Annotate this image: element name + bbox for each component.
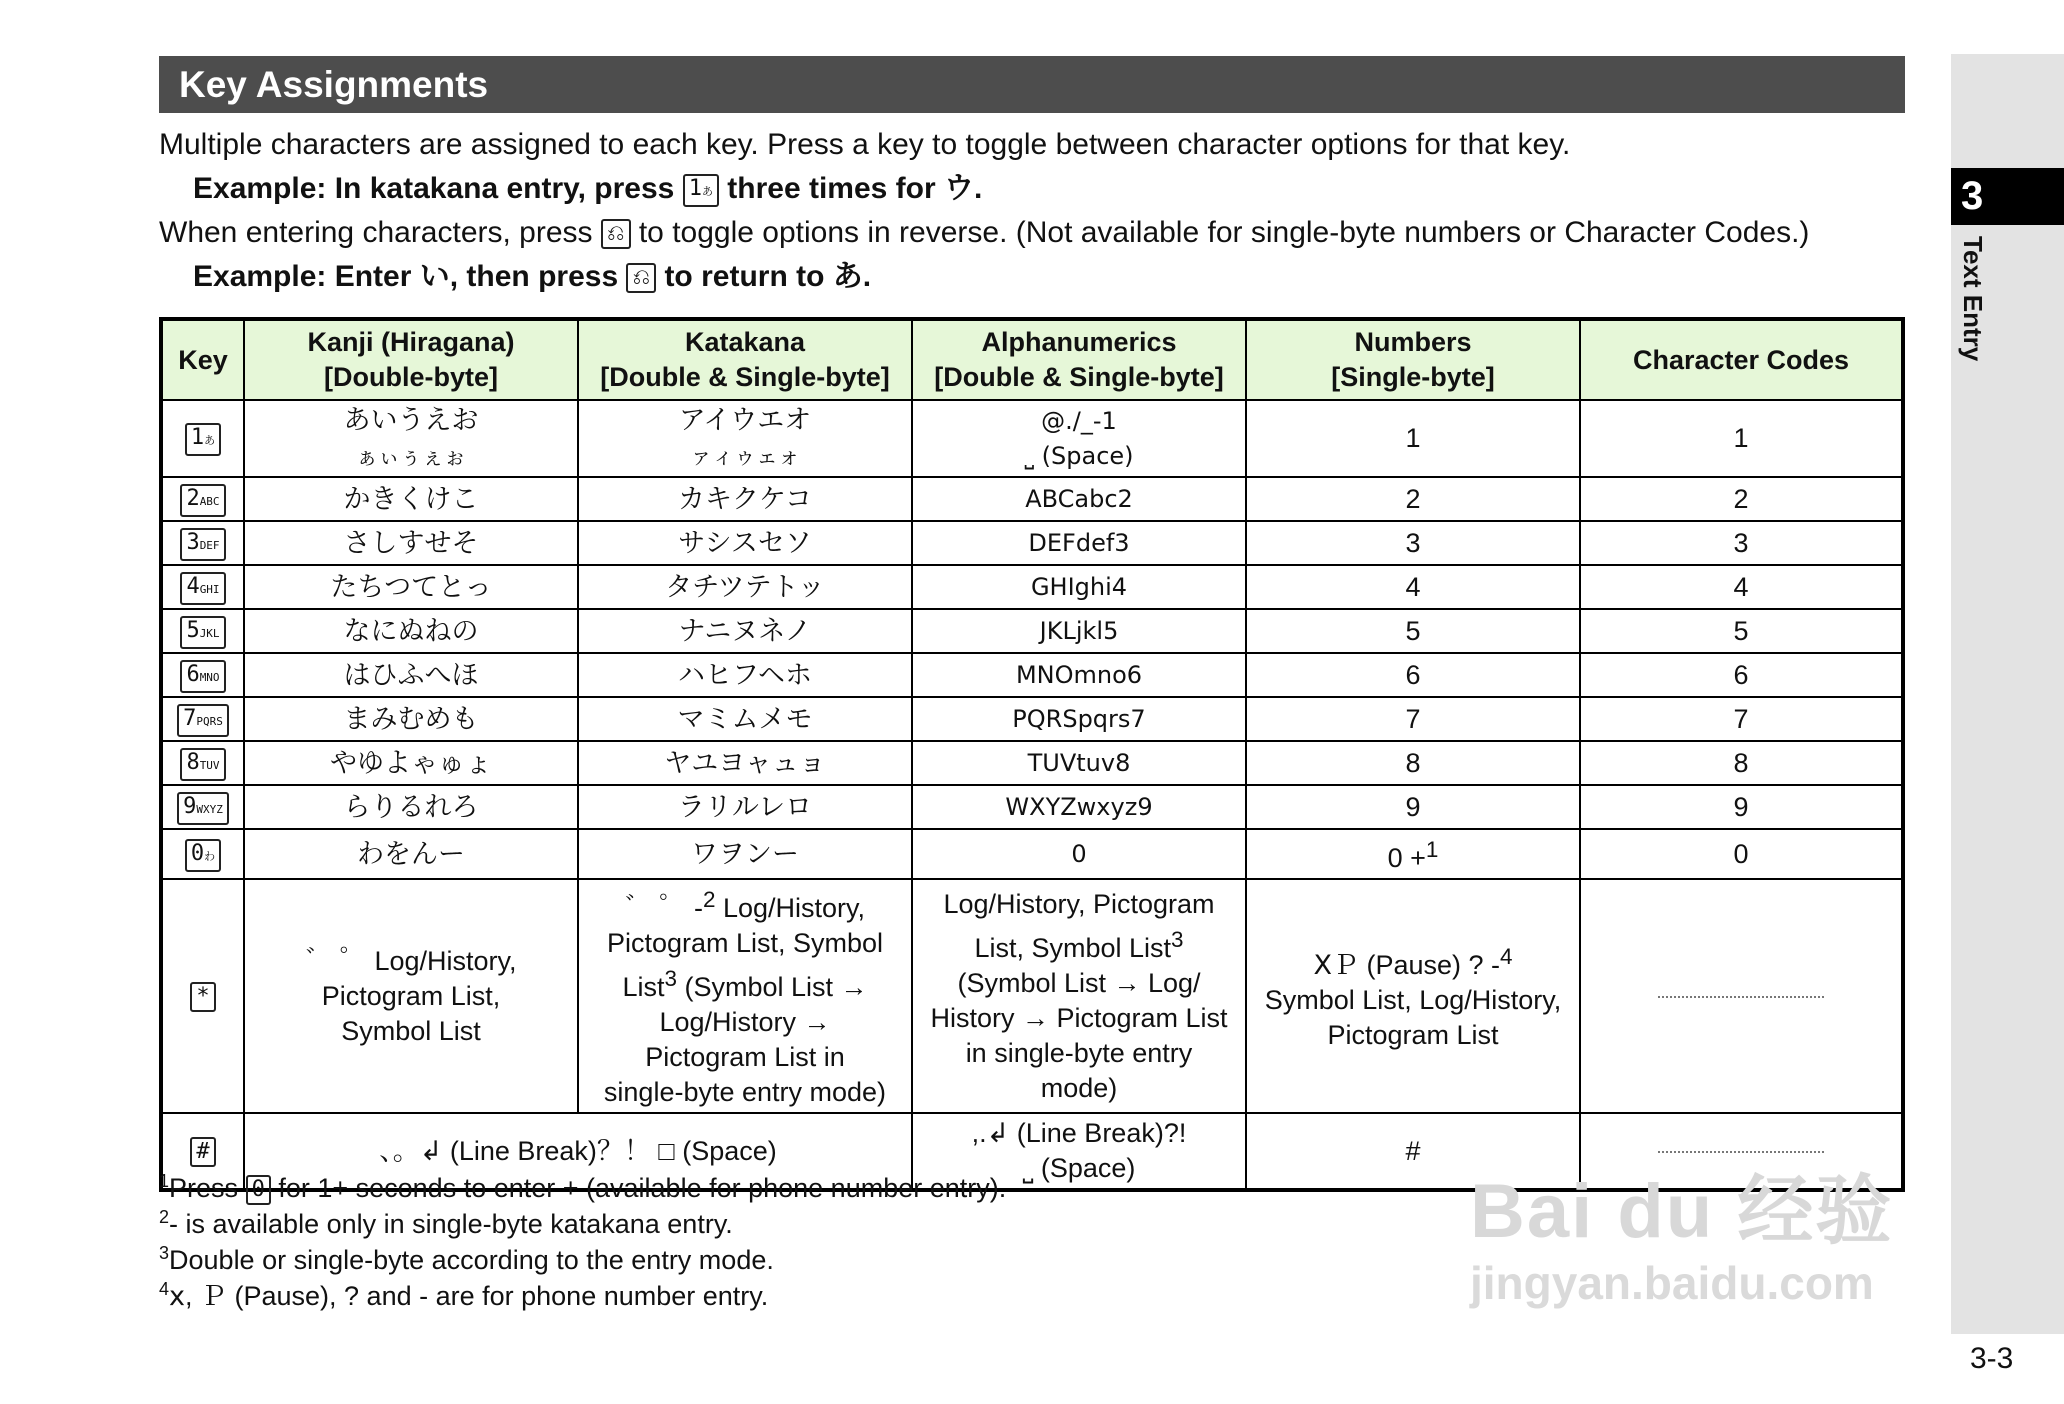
watermark-logo: Bai du 经验 — [1470, 1169, 1894, 1254]
footnote-3: $^3$Double or single-byte according to the entry mode. — [159, 1243, 774, 1275]
section-title: Key Assignments — [159, 56, 1905, 113]
clear-key-icon-2: ⎌ — [626, 263, 656, 293]
watermark-url: jingyan.baidu.com — [1470, 1257, 1874, 1309]
header-key: Key — [161, 319, 244, 400]
table-header-row — [161, 319, 1903, 400]
key-3-icon: 3DEF — [180, 528, 225, 561]
header-character-codes: Character Codes — [1580, 319, 1903, 400]
table-row-hash: # 、。↲ (Line Break)？！ □ (Space) ,.↲ (Line Break)?! ⎵ (Space) # — [161, 1113, 1903, 1190]
intro-line-2: When entering characters, press ⎌ to toggle options in reverse. (Not available for single-byte numbers or Character Codes.) — [159, 216, 1810, 249]
table-row: 1あ あいうえお ぁぃぅぇぉ アイウエオ ァィゥェォ @./_-1 ⎵ (Space) 1 1 — [161, 400, 1903, 477]
table-row: 5JKL なにぬねの ナニヌネノ JKLjkl5 5 5 — [161, 609, 1903, 653]
table-row: 4GHI たちつてとっ タチツテトッ GHIghi4 4 4 — [161, 565, 1903, 609]
key-8-icon: 8TUV — [180, 748, 225, 781]
example-1: Example: In katakana entry, press 1あ three times for ウ. — [193, 172, 983, 205]
key-7-icon: 7PQRS — [177, 704, 229, 737]
header-alphanumerics: Alphanumerics [Double & Single-byte] — [912, 319, 1246, 400]
key-5-icon: 5JKL — [180, 616, 225, 649]
chapter-number: 3 — [1951, 168, 2064, 225]
footnote-2: $^2$- is available only in single-byte katakana entry. — [159, 1207, 733, 1239]
footnote-4: $^4$ⅹ, Ｐ (Pause), ? and - are for phone number entry. — [159, 1279, 769, 1311]
key-assignment-table — [159, 317, 1905, 1192]
chapter-title: Text Entry — [1958, 236, 1988, 362]
not-applicable-line — [1658, 996, 1824, 998]
table-row: 3DEF さしすせそ サシスセソ DEFdef3 3 3 — [161, 521, 1903, 565]
key-0-icon: 0 — [246, 1175, 271, 1205]
example-2: Example: Enter い, then press ⎌ to return to あ. — [193, 260, 872, 293]
key-6-icon: 6MNO — [180, 660, 225, 693]
page-number: 3-3 — [1970, 1342, 2014, 1375]
key-0-icon: 0わ — [185, 839, 221, 872]
table-row: 9WXYZ らりるれろ ラリルレロ WXYZwxyz9 9 9 — [161, 785, 1903, 829]
intro-line-1: Multiple characters are assigned to each key. Press a key to toggle between character options for that key. — [159, 128, 1571, 161]
key-4-icon: 4GHI — [180, 572, 225, 605]
header-katakana: Katakana [Double & Single-byte] — [578, 319, 912, 400]
footnote-1: $^1$Press 0 for 1+ seconds to enter + (available for phone number entry). — [159, 1171, 1007, 1203]
key-9-icon: 9WXYZ — [177, 792, 229, 825]
key-star-icon: * — [190, 982, 215, 1012]
clear-key-icon: ⎌ — [601, 219, 631, 249]
table-row: 8TUV やゆよゃゅょ ヤユヨャュョ TUVtuv8 8 8 — [161, 741, 1903, 785]
table-row: 2ABC かきくけこ カキクケコ ABCabc2 2 2 — [161, 477, 1903, 521]
header-numbers: Numbers [Single-byte] — [1246, 319, 1580, 400]
key-hash-icon: # — [190, 1137, 215, 1167]
header-kanji: Kanji (Hiragana) [Double-byte] — [244, 319, 578, 400]
table-row: 0わ わをんー ワヲンー 0 0 +$^1$ 0 — [161, 829, 1903, 879]
key-2-icon: 2ABC — [180, 484, 225, 517]
key-1-icon: 1あ — [185, 423, 221, 456]
table-row: 6MNO はひふへほ ハヒフヘホ MNOmno6 6 6 — [161, 653, 1903, 697]
key-1-icon: 1あ — [683, 174, 719, 207]
table-row-star: * ゛ ゜ Log/History, Pictogram List, Symbol List ゛ ゜ -$^2$ Log/History, Pictogram List, Symbol List$^3$ (Symbol List → Log/History → Pictogram List in single-byte entry mode) Log/History, Pictogram List, Symbol List$^3$ (Symbol List → Log/ History → Pictogram List in single-byte entry mode) ⅩＰ (Pause) ? -$^4$ Symbol List, Log/History, Pictogram List — [161, 879, 1903, 1113]
table-row: 7PQRS まみむめも マミムメモ PQRSpqrs7 7 7 — [161, 697, 1903, 741]
